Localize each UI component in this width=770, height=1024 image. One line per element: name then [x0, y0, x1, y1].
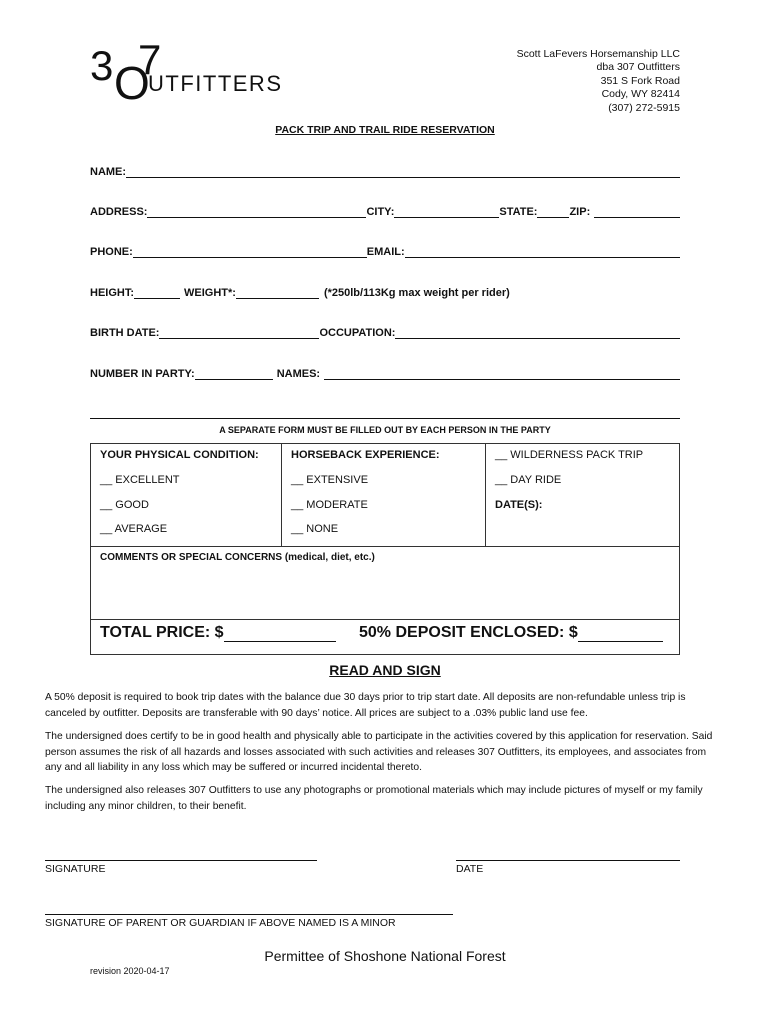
date-field[interactable] [456, 860, 680, 861]
company-dba: dba 307 Outfitters [596, 61, 680, 74]
date-label: DATE [456, 863, 484, 875]
guardian-signature-field[interactable] [45, 914, 453, 915]
deposit-label: 50% DEPOSIT ENCLOSED: $ [359, 624, 578, 641]
zip-label: ZIP: [569, 206, 591, 218]
table-divider [485, 444, 486, 546]
company-address [517, 48, 680, 115]
reservation-table [90, 443, 680, 655]
number-in-party-field[interactable] [195, 367, 273, 380]
names-extra-line[interactable] [90, 418, 680, 419]
number-in-party-label: NUMBER IN PARTY: [90, 368, 195, 380]
horseback-experience-header: HORSEBACK EXPERIENCE: [291, 449, 440, 461]
signature-label: SIGNATURE [45, 863, 106, 875]
height-field[interactable] [134, 286, 180, 299]
birth-date-field[interactable] [159, 326, 319, 339]
total-price-row [100, 624, 336, 642]
state-field[interactable] [537, 205, 569, 218]
total-price-label: TOTAL PRICE: $ [100, 624, 224, 641]
option-wilderness-pack-trip[interactable]: __ WILDERNESS PACK TRIP [495, 449, 644, 461]
phone-field[interactable] [133, 245, 367, 258]
option-none[interactable]: __ NONE [291, 523, 339, 535]
party-row [90, 362, 680, 380]
table-divider [91, 619, 679, 620]
address-field[interactable] [147, 205, 366, 218]
logo-letter-o: O [114, 57, 150, 109]
state-label: STATE: [499, 206, 538, 218]
option-excellent[interactable]: __ EXCELLENT [100, 474, 180, 486]
email-field[interactable] [405, 245, 680, 258]
names-field[interactable] [324, 367, 680, 380]
city-field[interactable] [394, 205, 499, 218]
company-city: Cody, WY 82414 [601, 88, 680, 101]
email-label: EMAIL: [366, 246, 405, 258]
table-divider [91, 546, 679, 547]
name-row [90, 160, 680, 178]
weight-note: (*250lb/113Kg max weight per rider) [323, 287, 510, 299]
logo-word: UTFITTERS [148, 71, 283, 96]
height-label: HEIGHT: [90, 287, 134, 299]
logo-digit-3: 3 [90, 42, 113, 89]
names-label: NAMES: [276, 368, 321, 380]
company-name: Scott LaFevers Horsemanship LLC [516, 48, 680, 60]
phone-row [90, 240, 680, 258]
read-and-sign-heading: READ AND SIGN [329, 662, 441, 678]
table-divider [281, 444, 282, 546]
phone-label: PHONE: [90, 246, 133, 258]
photo-release: The undersigned also releases 307 Outfitters to use any photographs or promotional materials which may include pictures of myself or my family including any minor children, to their benefit. [45, 785, 703, 812]
option-good[interactable]: __ GOOD [100, 499, 149, 511]
height-weight-row [90, 281, 680, 299]
deposit-terms: A 50% deposit is required to book trip dates with the balance due 30 days prior to trip start date. All deposits are non-refundable unless trip is canceled by outfitter. Deposits are transferable with 90 days’ notice. All prices are subject to a .03% public land use fee. [45, 692, 686, 719]
birth-occupation-row [90, 321, 680, 339]
deposit-row [359, 624, 663, 642]
deposit-field[interactable] [578, 625, 663, 642]
address-label: ADDRESS: [90, 206, 148, 218]
dates-label: DATE(S): [495, 499, 543, 511]
weight-field[interactable] [236, 286, 319, 299]
option-day-ride[interactable]: __ DAY RIDE [495, 474, 562, 486]
guardian-signature-label: SIGNATURE OF PARENT OR GUARDIAN IF ABOVE NAMED IS A MINOR [45, 917, 396, 929]
signature-field[interactable] [45, 860, 317, 861]
birth-date-label: BIRTH DATE: [90, 327, 160, 339]
zip-field[interactable] [594, 205, 680, 218]
option-extensive[interactable]: __ EXTENSIVE [291, 474, 369, 486]
option-average[interactable]: __ AVERAGE [100, 523, 168, 535]
revision-date: revision 2020-04-17 [90, 966, 170, 976]
logo-digit-7: 7 [138, 36, 162, 83]
name-label: NAME: [90, 166, 127, 178]
weight-label: WEIGHT*: [184, 287, 236, 299]
company-logo [90, 36, 320, 109]
address-row [90, 200, 680, 218]
option-moderate[interactable]: __ MODERATE [291, 499, 368, 511]
separate-form-note: A SEPARATE FORM MUST BE FILLED OUT BY EACH PERSON IN THE PARTY [219, 425, 551, 435]
occupation-field[interactable] [395, 326, 680, 339]
company-phone: (307) 272-5915 [608, 101, 680, 114]
form-title: PACK TRIP AND TRAIL RIDE RESERVATION [275, 124, 495, 136]
occupation-label: OCCUPATION: [319, 327, 396, 339]
physical-condition-header: YOUR PHYSICAL CONDITION: [100, 449, 259, 461]
city-label: CITY: [366, 206, 395, 218]
total-price-field[interactable] [224, 625, 336, 642]
company-street: 351 S Fork Road [600, 74, 680, 87]
forest-permittee-footer: Permittee of Shoshone National Forest [264, 948, 506, 964]
liability-release: The undersigned does certify to be in good health and physically able to participate in the activities covered by this application for reservation. Said person assumes the risk of all hazards and losses associated with such activities and releases 307 Outfitters, its employees, and associates from any and all liability in any loss which may be suffered or incurred incidental thereto. [45, 731, 713, 773]
comments-label: COMMENTS OR SPECIAL CONCERNS (medical, diet, etc.) [100, 552, 375, 563]
name-field[interactable] [126, 165, 680, 178]
